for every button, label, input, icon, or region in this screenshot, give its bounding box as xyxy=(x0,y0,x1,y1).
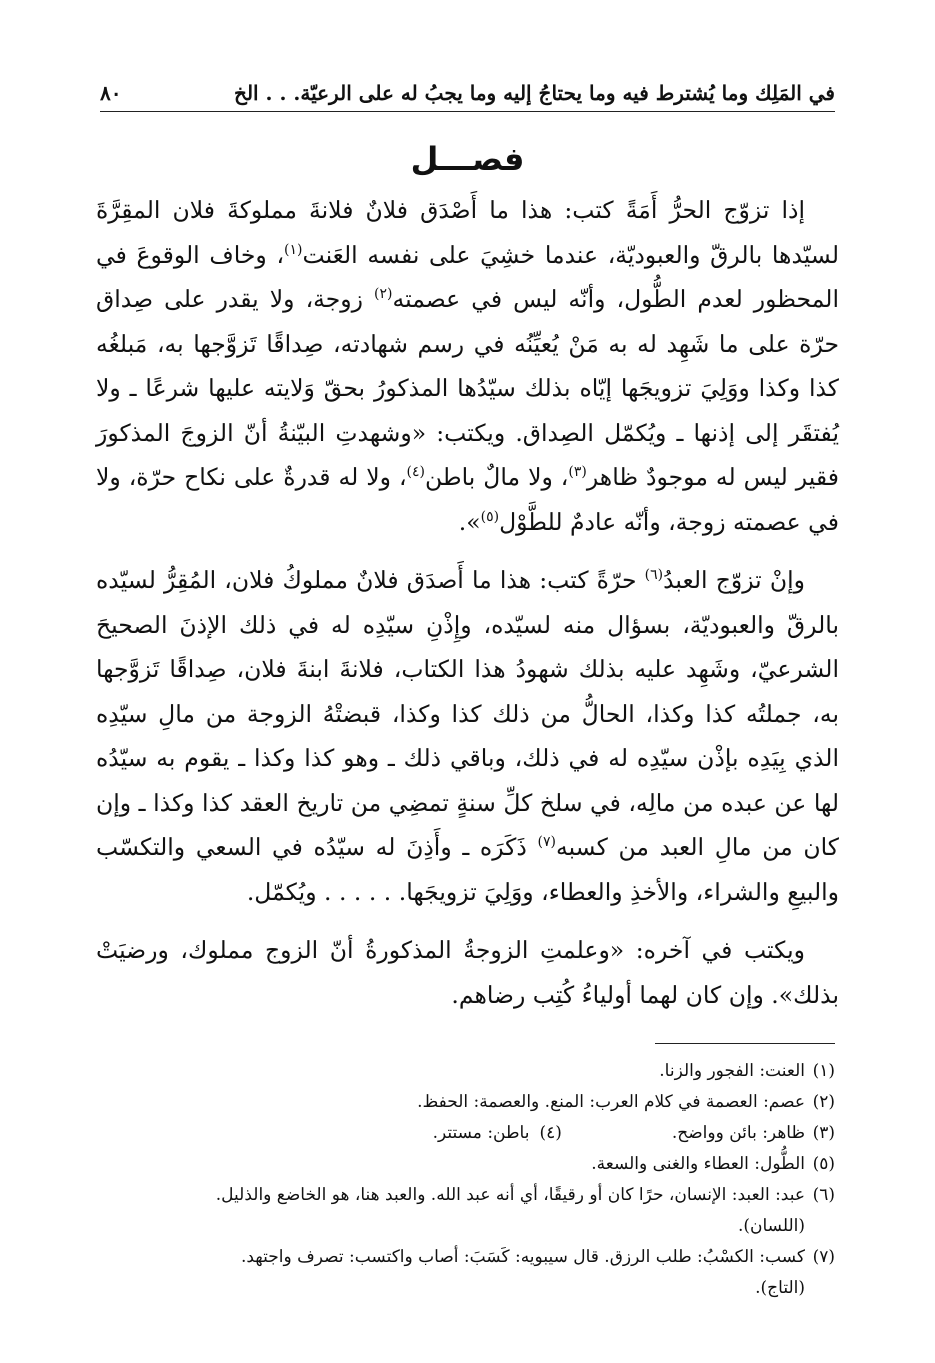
paragraph-text: ». xyxy=(458,507,481,536)
footnote-1 xyxy=(96,1056,835,1087)
paragraph-1 xyxy=(96,188,839,544)
footnote-text: باطن: مستتر. xyxy=(432,1123,530,1143)
paragraph-text: زوجة، ولا يقدر على صِداق حرّة على ما شَهِد له به مَنْ يُعيِّنُه في رسم شهادته، صِداقًا تَزوَّجها به، مَبلغُه كذا وكذا ووَلِيَ تزويجَها إيّاه بذلك سيّدُها المذكورُ بحقّ وَلايته عليها شرعًا ـ ولا يُفتقَر إلى إذنها ـ ويُكمّل الصِداق. ويكتب: «وشهدتِ البيّنةُ أنّ الزوجَ المذكورَ فقير ليس له موجودٌ ظاهر xyxy=(96,285,839,491)
footnote-ref: (٣) xyxy=(568,464,587,481)
page-number: ٨٠ xyxy=(100,81,122,105)
running-title: في المَلِك وما يُشترط فيه وما يحتاجُ إليه وما يجبُ له على الرعيّة. . . الخ xyxy=(234,81,835,105)
paragraph-text: ويكتب في آخره: «وعلمتِ الزوجةُ المذكورةُ أنّ الزوج مملوك، ورضيَتْ بذلك». وإن كان لهما أولياءُ كُتِب رضاهم. xyxy=(96,936,839,1009)
paragraph-text: ، ولا له قدرةٌ على نكاح حرّة، ولا في عصمته زوجة، وأنّه عادمٌ للطَّوْل xyxy=(96,463,839,536)
footnote-5 xyxy=(96,1149,835,1180)
footnote-3-4 xyxy=(96,1118,835,1149)
footnote-number: (١) xyxy=(812,1061,835,1081)
paragraph-text: وإنْ تزوّج العبدُ xyxy=(663,566,805,594)
footnote-text: عصم: العصمة في كلام العرب: المنع. والعصمة: الحفظ. xyxy=(417,1092,805,1112)
paragraph-3 xyxy=(96,928,839,1017)
footnote-text: عبد: العبد: الإنسان، حرًا كان أو رقيقًا، أي أنه عبد الله. والعبد هنا، هو الخاضع والذليل. xyxy=(215,1185,805,1205)
footnote-text: الطُّول: العطاء والغنى والسعة. xyxy=(591,1154,805,1174)
section-title: فصـــل xyxy=(410,140,525,178)
paragraph-text: ذَكَرَه ـ وأَذِنَ له سيّدُه في السعي والتكسّب والبيعِ والشراء، والأخذِ والعطاء، ووَلِيَ تزويجَها. . . . . . ويُكمّل. xyxy=(96,833,839,906)
footnote-ref: (٤) xyxy=(406,464,425,481)
paragraph-text: حرّةً كتب: هذا ما أَصدَق فلانٌ مملوكُ فلان، المُقِرُّ لسيّده بالرقّ والعبوديّة، بسؤال منه لسيّده، وإِذْنِ سيّدِه له في ذلك الإذنَ الصحيحَ الشرعيّ، وشَهِد عليه بذلك شهودُ هذا الكتاب، فلانةَ ابنةَ فلان، صِداقًا تَزوَّجها به، جملتُه كذا وكذا، الحالُّ من ذلك كذا وكذا، قبضتْهُ الزوجة من مالِ سيّدِه الذي بِيَدِه بإذْن سيّدِه له في ذلك، وباقي ذلك ـ وهو كذا وكذا ـ يقوم به سيّدُه لها عن عبده من مالِه، في سلخ كلِّ سنةٍ تمضِي من تاريخ العقد كذا وكذا ـ وإن كان من مالِ العبد من كسبه xyxy=(96,566,839,861)
running-header xyxy=(100,78,835,108)
footnote-number: (٥) xyxy=(812,1154,835,1174)
paragraph-text: ، ولا مالٌ باطن xyxy=(425,463,569,491)
footnote-text: ظاهر: بائن وواضح. xyxy=(671,1123,805,1143)
footnote-rule xyxy=(655,1043,835,1044)
footnotes xyxy=(96,1056,835,1304)
paragraph-text: إذا تزوّج الحرُّ أَمَةً كتب: هذا ما أَصْدَق فلانٌ فلانةَ مملوكةَ فلان المقِرَّةَ لسيّدها بالرقّ والعبوديّة، عندما خشِيَ على نفسه العَنت xyxy=(96,196,840,269)
body-text xyxy=(96,188,839,1017)
footnote-number: (٤) xyxy=(539,1123,562,1143)
paragraph-2 xyxy=(96,558,839,914)
footnote-ref: (٦) xyxy=(644,567,664,584)
footnote-7 xyxy=(96,1242,835,1273)
footnote-ref: (٧) xyxy=(537,834,556,851)
footnote-2 xyxy=(96,1087,835,1118)
footnote-ref: (٥) xyxy=(480,508,500,525)
footnote-ref: (٢) xyxy=(374,286,393,303)
footnote-ref: (١) xyxy=(284,241,303,258)
footnote-6 xyxy=(96,1180,835,1211)
footnote-number: (٣) xyxy=(812,1123,835,1143)
footnote-number: (٦) xyxy=(812,1185,835,1205)
footnote-6-source: (اللسان). xyxy=(737,1216,805,1236)
footnote-number: (٢) xyxy=(812,1092,835,1112)
footnote-number: (٧) xyxy=(812,1247,835,1267)
header-rule xyxy=(100,111,835,112)
footnote-text: كسب: الكسْبُ: طلب الرزق. قال سيبويه: كَسَبَ: أصاب واكتسب: تصرف واجتهد. xyxy=(240,1247,805,1267)
paragraph-text: ، وخاف الوقوعَ في المحظور لعدم الطُّول، وأنّه ليس في عصمته xyxy=(96,240,839,313)
footnote-text: العنت: الفجور والزنا. xyxy=(659,1061,805,1081)
footnote-7-source: (التاج). xyxy=(755,1278,805,1298)
